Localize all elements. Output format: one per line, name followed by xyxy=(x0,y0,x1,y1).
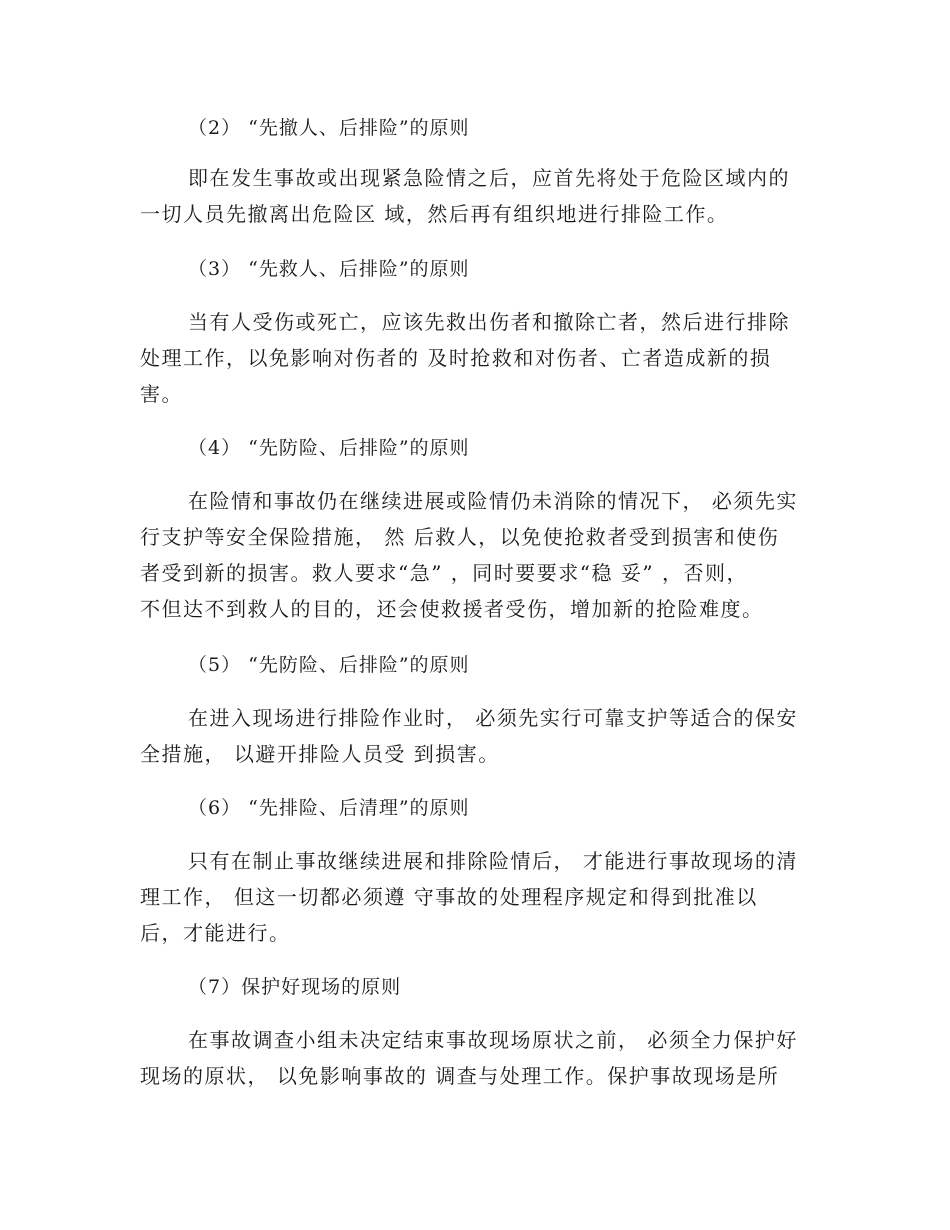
section-body-3 xyxy=(140,304,810,412)
section-body-6 xyxy=(140,843,810,951)
body-line: 现场的原状， 以免影响事故的 调查与处理工作。保护事故现场是所 xyxy=(140,1064,780,1088)
section-body-2 xyxy=(140,160,810,232)
body-line: 害。 xyxy=(140,382,183,406)
section-heading-4 xyxy=(188,430,858,466)
section-heading-7 xyxy=(188,969,858,1005)
body-line: 在险情和事故仍在继续进展或险情仍未消除的情况下， 必须先实 xyxy=(188,489,798,513)
section-body-4 xyxy=(140,483,810,627)
heading-text: （4） “先防险、后排险”的原则 xyxy=(188,437,470,459)
heading-text: （7）保护好现场的原则 xyxy=(188,976,402,998)
body-line: 一切人员先撤离出危险区 域，然后再有组织地进行排险工作。 xyxy=(140,202,729,226)
body-line: 即在发生事故或出现紧急险情之后，应首先将处于危险区域内的 xyxy=(188,166,790,190)
body-line: 后，才能进行。 xyxy=(140,921,291,945)
section-heading-2 xyxy=(188,110,858,146)
section-body-5 xyxy=(140,700,810,772)
heading-text: （2） “先撤人、后排险”的原则 xyxy=(188,117,470,139)
section-heading-3 xyxy=(188,251,858,287)
body-line: 当有人受伤或死亡，应该先救出伤者和撤除亡者，然后进行排除 xyxy=(188,310,790,334)
body-line: 在进入现场进行排险作业时， 必须先实行可靠支护等适合的保安 xyxy=(188,706,798,730)
body-line: 者受到新的损害。救人要求“急” ，同时要要求“稳 妥” ，否则， xyxy=(140,561,748,585)
body-line: 不但达不到救人的目的，还会使救援者受伤，增加新的抢险难度。 xyxy=(140,597,764,621)
heading-text: （5） “先防险、后排险”的原则 xyxy=(188,654,470,676)
section-body-7 xyxy=(140,1022,810,1094)
body-line: 只有在制止事故继续进展和排除险情后， 才能进行事故现场的清 xyxy=(188,849,798,873)
body-line: 理工作， 但这一切都必须遵 守事故的处理程序规定和得到批准以 xyxy=(140,885,758,909)
section-heading-5 xyxy=(188,647,858,683)
section-heading-6 xyxy=(188,790,858,826)
heading-text: （6） “先排险、后清理”的原则 xyxy=(188,797,470,819)
body-line: 处理工作，以免影响对伤者的 及时抢救和对伤者、亡者造成新的损 xyxy=(140,346,772,370)
body-line: 行支护等安全保险措施， 然 后救人，以免使抢救者受到损害和使伤 xyxy=(140,525,780,549)
body-line: 在事故调查小组未决定结束事故现场原状之前， 必须全力保护好 xyxy=(188,1028,798,1052)
heading-text: （3） “先救人、后排险”的原则 xyxy=(188,258,470,280)
body-line: 全措施， 以避开排险人员受 到损害。 xyxy=(140,742,500,766)
